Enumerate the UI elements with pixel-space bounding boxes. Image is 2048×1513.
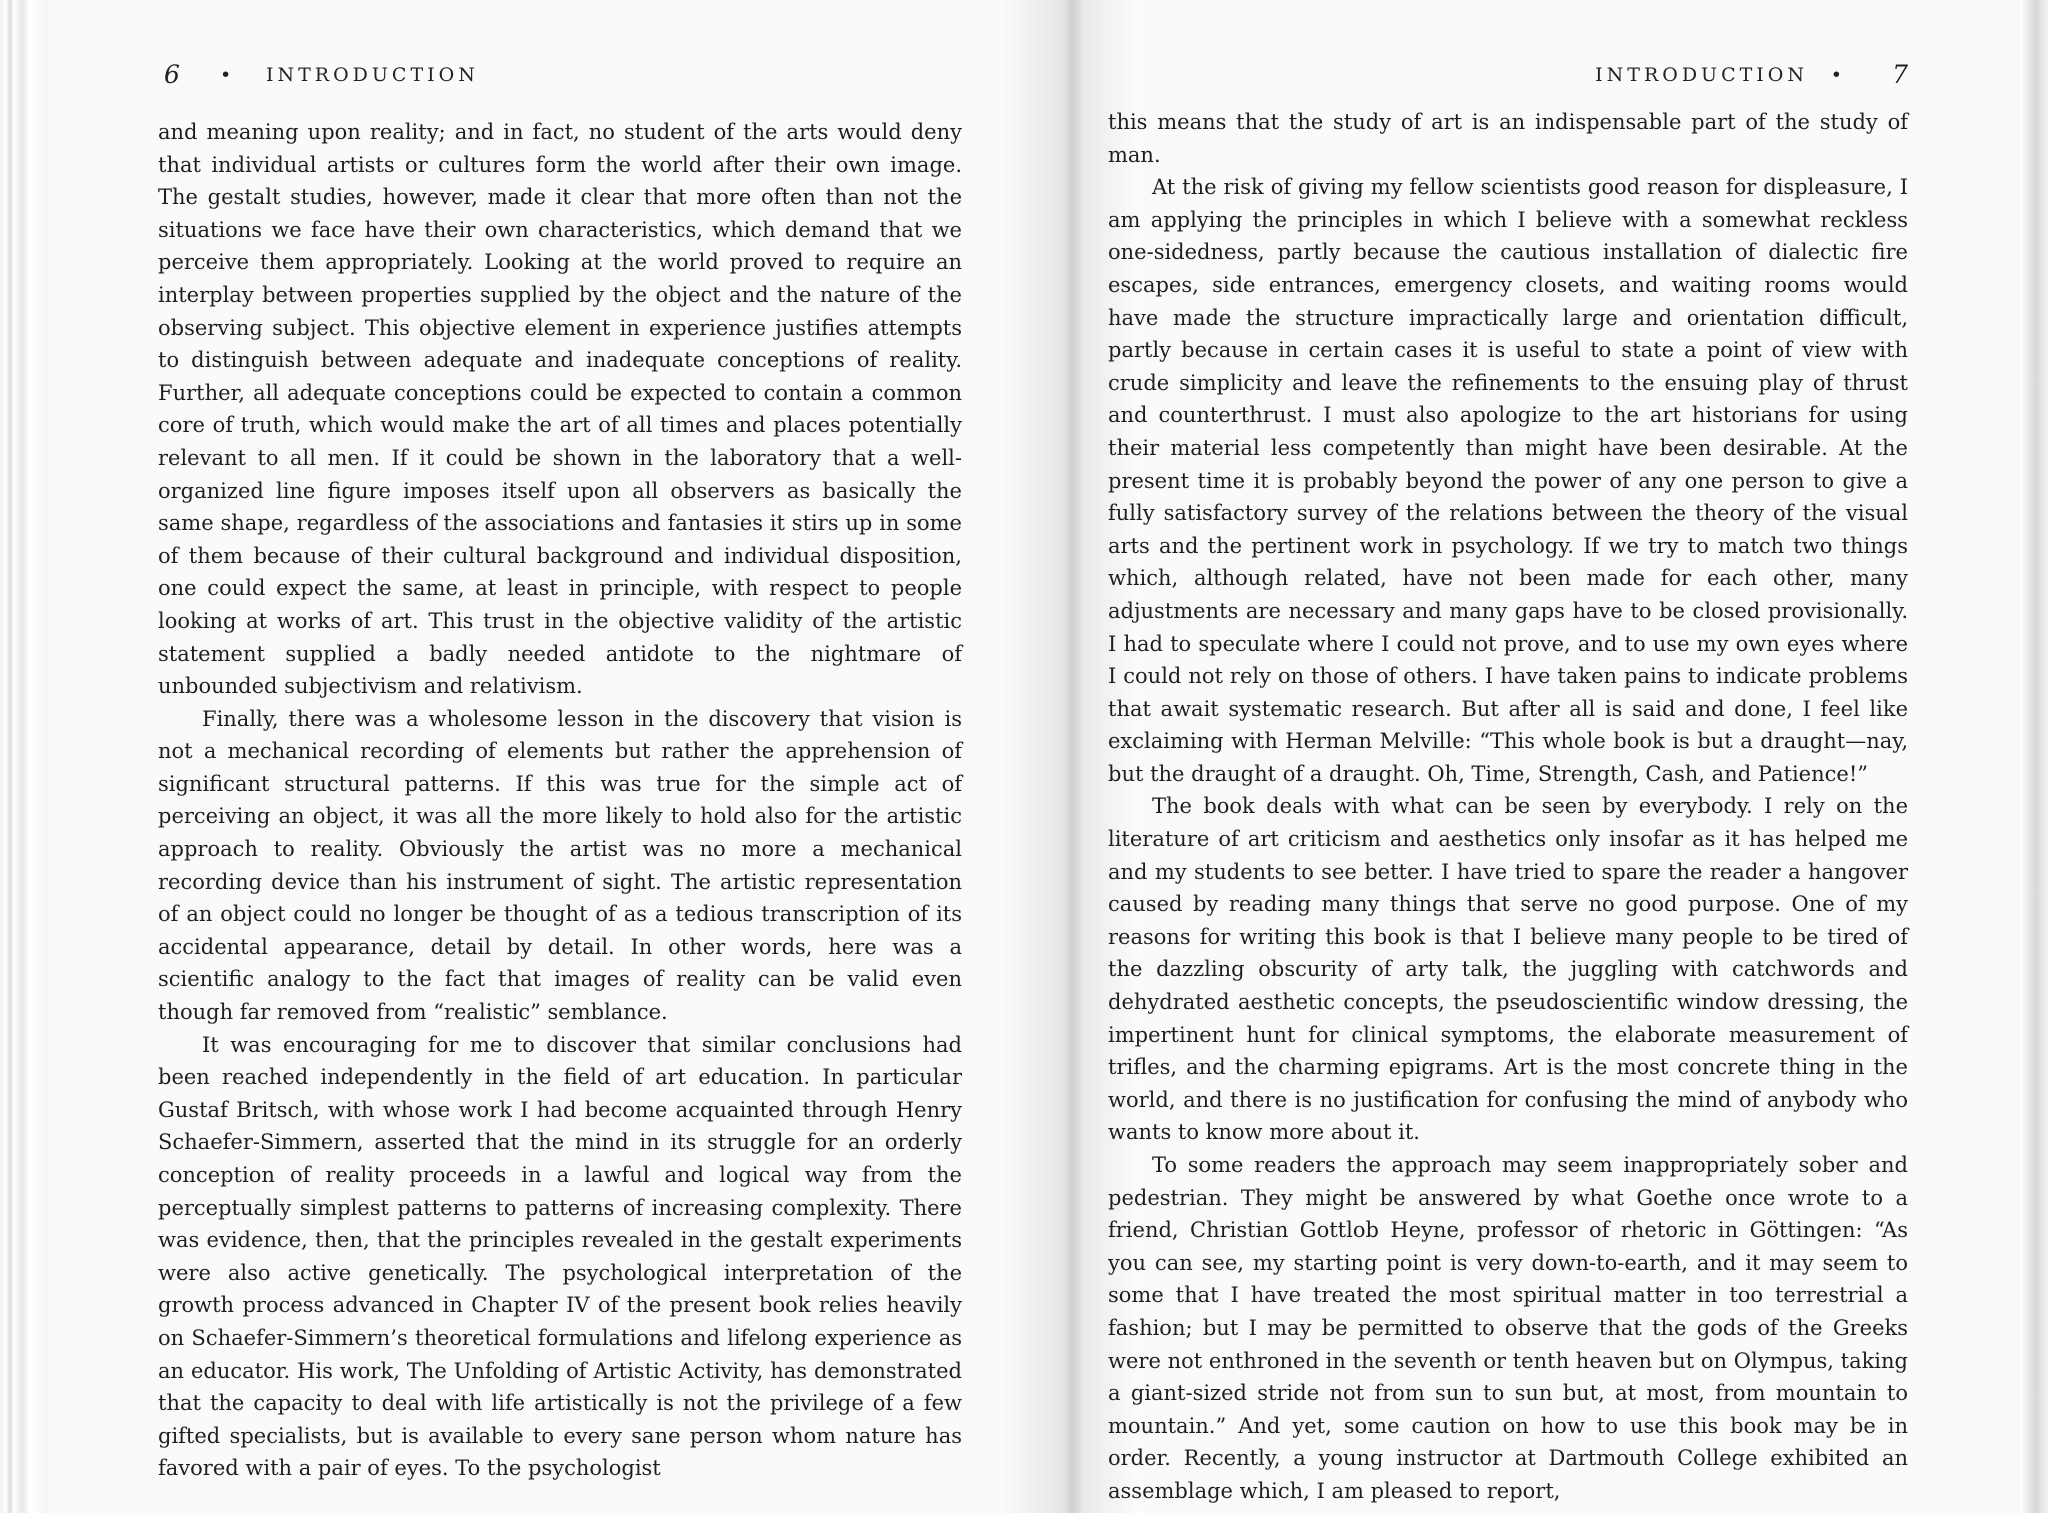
page-number: 6	[164, 60, 180, 89]
right-page	[1108, 0, 1908, 1513]
paragraph: At the risk of giving my fellow scientists good reason for displeasure, I am applying the principles in which I believe with a somewhat reckless one-sidedness, partly because the cautious installation of dialectic fire escapes, side entrances, emergency closets, and waiting rooms would have made the structure impractically large and orientation difficult, partly because in certain cases it is useful to state a point of view with crude simplicity and leave the refinements to the ensuing play of thrust and counterthrust. I must also apologize to the art historians for using their material less competently than might have been desirable. At the present time it is probably beyond the power of any one person to give a fully satisfactory survey of the relations between the theory of the visual arts and the pertinent work in psychology. If we try to match two things which, although related, have not been made for each other, many adjustments are necessary and many gaps have to be closed provisionally. I had to speculate where I could not prove, and to use my own eyes where I could not rely on those of others. I have taken pains to indicate problems that await systematic research. But after all is said and done, I feel like exclaiming with Herman Melville: “This whole book is but a draught—nay, but the draught of a draught. Oh, Time, Strength, Cash, and Patience!”	[1108, 175, 1908, 786]
left-page	[158, 0, 962, 1513]
paragraph: Finally, there was a wholesome lesson in the discovery that vision is not a mechanical recording of elements but rather the apprehension of significant structural patterns. If this was true for the simple act of perceiving an object, it was all the more likely to hold also for the artistic approach to reality. Obviously the artist was no more a mechanical recording device than his instrument of sight. The artistic representation of an object could no longer be thought of as a tedious transcription of its accidental appearance, detail by detail. In other words, here was a scientific analogy to the fact that images of reality can be valid even though far removed from “realistic” semblance.	[158, 706, 962, 1025]
paragraph: The book deals with what can be seen by everybody. I rely on the literature of art criticism and aesthetics only insofar as it has helped me and my students to see better. I have tried to spare the reader a hangover caused by reading many things that serve no good purpose. One of my reasons for writing this book is that I believe many people to be tired of the dazzling obscurity of arty talk, the juggling with catchwords and dehydrated aesthetic concepts, the pseudoscientific window dressing, the impertinent hunt for clinical symptoms, the elaborate measurement of trifles, and the charming epigrams. Art is the most concrete thing in the world, and there is no justification for confusing the mind of anybody who wants to know more about it.	[1108, 794, 1908, 1145]
paragraph: It was encouraging for me to discover that similar conclusions had been reached independently in the field of art education. In particular Gustaf Britsch, with whose work I had become acquainted through Henry Schaefer-Simmern, asserted that the mind in its struggle for an orderly conception of reality proceeds in a lawful and logical way from the perceptually simplest patterns to patterns of increasing complexity. There was evidence, then, that the principles revealed in the gestalt experiments were also active genetically. The psychological interpretation of the growth process advanced in Chapter IV of the present book relies heavily on Schaefer-Simmern’s theoretical formulations and lifelong experience as an educator. His work, The Unfolding of Artistic Activity, has demonstrated that the capacity to deal with life artistically is not the privilege of a few gifted specialists, but is available to every sane person whom nature has favored with a pair of eyes. To the psychologist	[158, 1032, 962, 1481]
left-body-text	[158, 116, 962, 1485]
bullet-separator: •	[1830, 64, 1846, 86]
right-page-edge	[2020, 0, 2048, 1513]
left-running-head	[158, 60, 962, 94]
paragraph: and meaning upon reality; and in fact, no student of the arts would deny that individual artists or cultures form the world after their own image. The gestalt studies, however, made it clear that more often than not the situations we face have their own characteristics, which demand that we perceive them appropriately. Looking at the world proved to require an interplay between properties supplied by the object and the nature of the observing subject. This objective element in experience justifies attempts to distinguish between adequate and inadequate conceptions of reality. Further, all adequate conceptions could be expected to contain a common core of truth, which would make the art of all times and places potentially relevant to all men. If it could be shown in the laboratory that a well-organized line figure imposes itself upon all observers as basically the same shape, regardless of the associations and fantasies it stirs up in some of them because of their cultural background and individual disposition, one could expect the same, at least in principle, with respect to people looking at works of art. This trust in the objective validity of the artistic statement supplied a badly needed antidote to the nightmare of unbounded subjectivism and relativism.	[158, 120, 962, 699]
right-body-text	[1108, 106, 1908, 1508]
running-head-title: INTRODUCTION	[266, 64, 479, 86]
page-number: 7	[1892, 60, 1908, 89]
paragraph: To some readers the approach may seem inappropriately sober and pedestrian. They might be answered by what Goethe once wrote to a friend, Christian Gottlob Heyne, professor of rhetoric in Göttingen: “As you can see, my starting point is very down-to-earth, and it may seem to some that I have treated the most spiritual matter in too terrestrial a fashion; but I may be permitted to observe that the gods of the Greeks were not enthroned in the seventh or tenth heaven but on Olympus, taking a giant-sized stride not from sun to sun but, at most, from mountain to mountain.” And yet, some caution on how to use this book may be in order. Recently, a young instructor at Dartmouth College exhibited an assemblage which, I am pleased to report,	[1108, 1153, 1908, 1503]
left-binding-shadow	[0, 0, 48, 1513]
right-running-head	[1108, 60, 1908, 94]
running-head-title: INTRODUCTION	[1595, 64, 1808, 86]
bullet-separator: •	[220, 64, 236, 86]
paragraph: this means that the study of art is an indispensable part of the study of man.	[1108, 110, 1908, 167]
